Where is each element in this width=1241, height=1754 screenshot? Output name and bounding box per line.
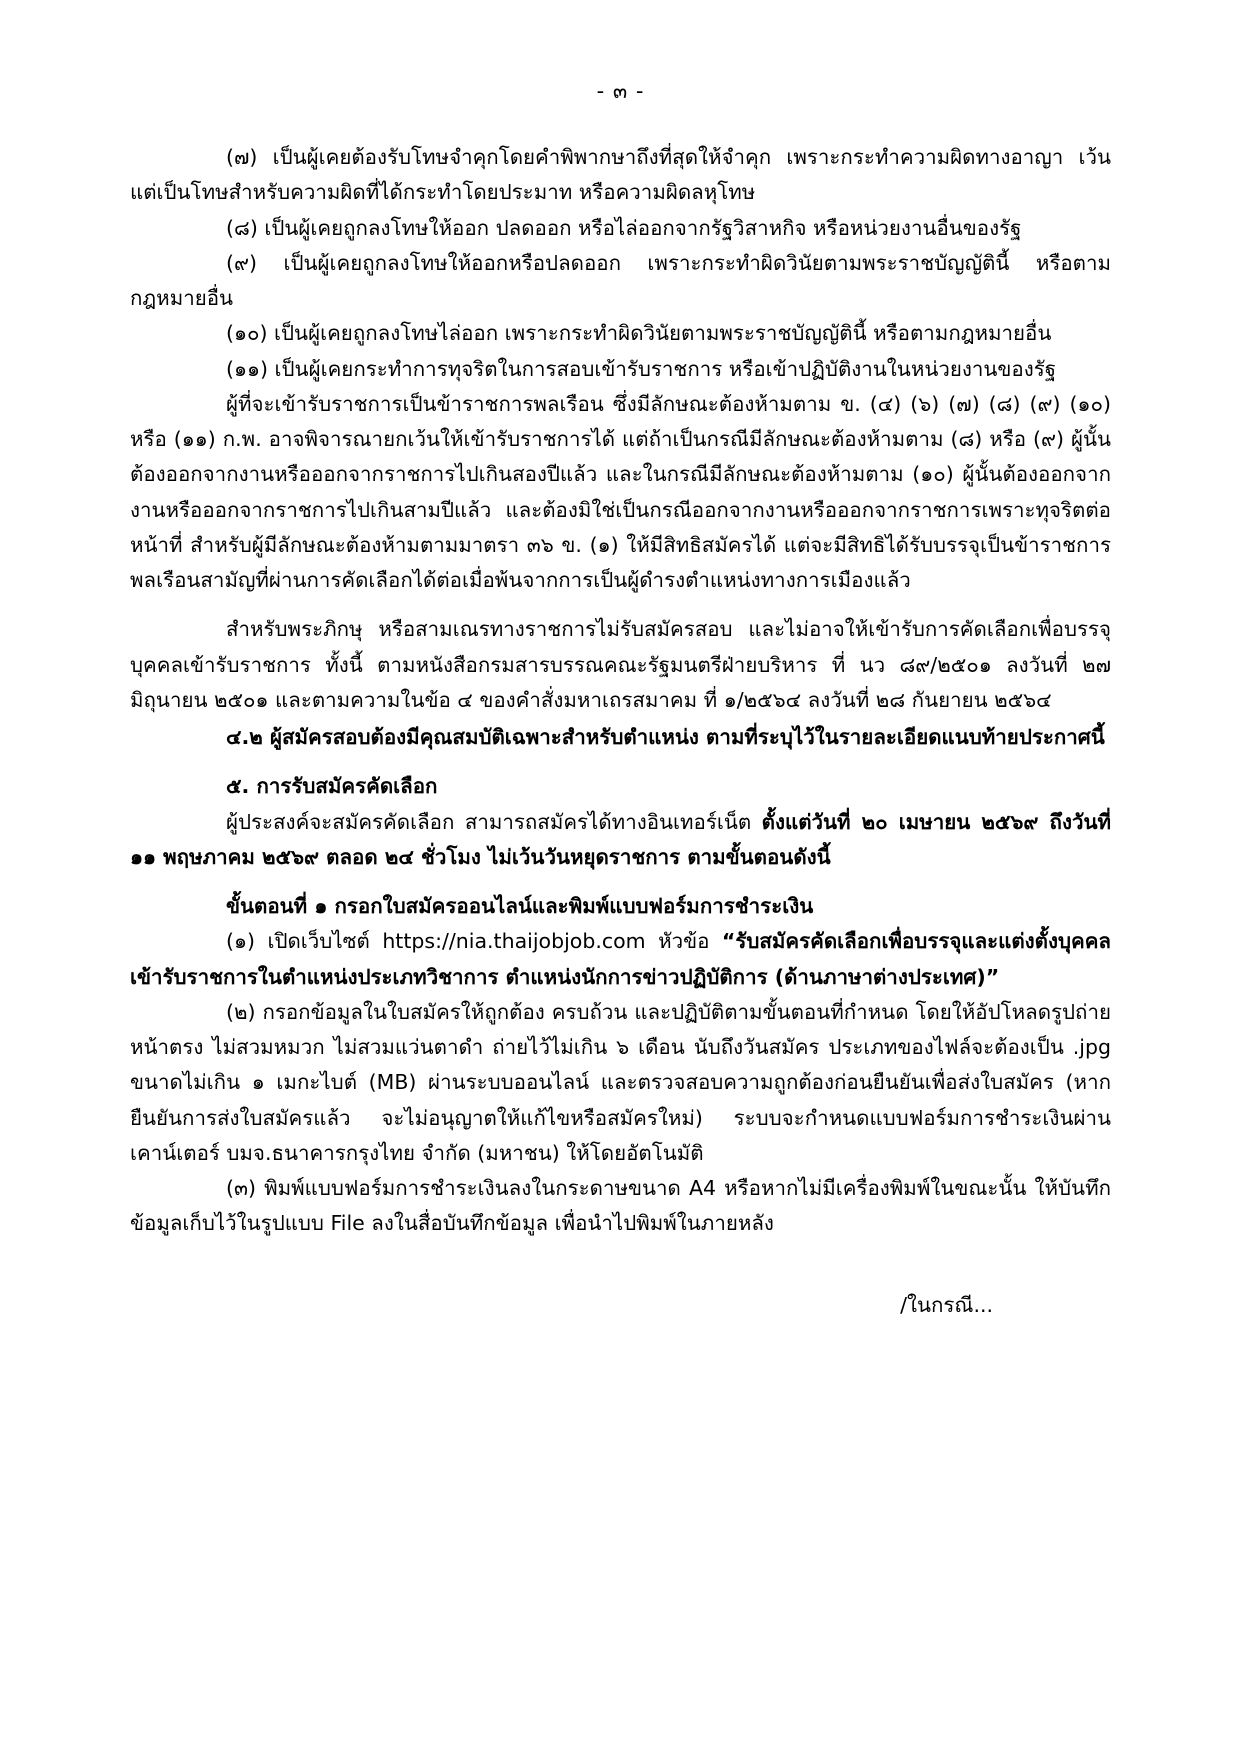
- clause-item-10: (๑๐) เป็นผู้เคยถูกลงโทษไล่ออก เพราะกระทำผิดวินัยตามพระราชบัญญัตินี้ หรือตามกฎหมายอื่น: [226, 321, 1052, 346]
- clause-item-7: (๗) เป็นผู้เคยต้องรับโทษจำคุกโดยคำพิพากษาถึงที่สุดให้จำคุก เพราะกระทำความผิดทางอาญา เว้นแต่เป็นโทษสำหรับความผิดที่ได้กระทำโดยประมาท หรือความผิดลหุโทษ: [130, 145, 1111, 205]
- clause-item-8: (๘) เป็นผู้เคยถูกลงโทษให้ออก ปลดออก หรือไล่ออกจากรัฐวิสาหกิจ หรือหน่วยงานอื่นของรัฐ: [226, 215, 1022, 240]
- step-1-item-1: [130, 924, 1111, 995]
- clause-item-9: (๙) เป็นผู้เคยถูกลงโทษให้ออกหรือปลดออก เพราะกระทำผิดวินัยตามพระราชบัญญัตินี้ หรือตามกฎหมายอื่น: [130, 250, 1111, 310]
- step-1-heading: ขั้นตอนที่ ๑ กรอกใบสมัครออนไลน์และพิมพ์แบบฟอร์มการชำระเงิน: [226, 894, 814, 918]
- step-1-item-1-prefix: (๑) เปิดเว็บไซต์: [226, 929, 383, 954]
- section-5-intro: [130, 805, 1111, 876]
- section-5-intro-dates: ตั้งแต่วันที่ ๒๐ เมษายน ๒๕๖๙ ถึงวันที่ ๑๑ พฤษภาคม ๒๕๖๙ ตลอด ๒๔ ชั่วโมง: [130, 809, 1111, 869]
- step-1-item-1-mid: หัวข้อ: [645, 929, 722, 954]
- step-1-item-2: (๒) กรอกข้อมูลในใบสมัครให้ถูกต้อง ครบถ้วน และปฏิบัติตามขั้นตอนที่กำหนด โดยให้อัปโหลดรูปถ่ายหน้าตรง ไม่สวมหมวก ไม่สวมแว่นตาดำ ถ่ายไว้ไม่เกิน ๖ เดือน นับถึงวันสมัคร ประเภทของไฟล์จะต้องเป็น .jpg ขนาดไม่เกิน ๑ เมกะไบต์ (MB) ผ่านระบบออนไลน์ และตรวจสอบความถูกต้องก่อนยืนยันเพื่อส่งใบสมัคร (หากยืนยันการส่งใบสมัครแล้ว จะไม่อนุญาตให้แก้ไขหรือสมัครใหม่) ระบบจะกำหนดแบบฟอร์มการชำระเงินผ่านเคาน์เตอร์ บมจ.ธนาคารกรุงไทย จำกัด (มหาชน) ให้โดยอัตโนมัติ: [130, 999, 1111, 1165]
- clause-item-11: (๑๑) เป็นผู้เคยกระทำการทุจริตในการสอบเข้ารับราชการ หรือเข้าปฏิบัติงานในหน่วยงานของรัฐ: [226, 356, 1057, 381]
- section-5-heading: ๕. การรับสมัครคัดเลือก: [226, 774, 438, 799]
- page-continuation-note: /ในกรณี...: [900, 1292, 993, 1317]
- section-4-2: ๔.๒ ผู้สมัครสอบต้องมีคุณสมบัติเฉพาะสำหรับตำแหน่ง ตามที่ระบุไว้ในรายละเอียดแนบท้ายประกาศนี้: [226, 725, 1105, 749]
- section-5-intro-suffix: ไม่เว้นวันหยุดราชการ ตามขั้นตอนดังนี้: [480, 844, 831, 869]
- section-5-intro-prefix: ผู้ประสงค์จะสมัครคัดเลือก สามารถสมัครได้ทางอินเทอร์เน็ต: [226, 809, 762, 834]
- paragraph-exception: ผู้ที่จะเข้ารับราชการเป็นข้าราชการพลเรือน ซึ่งมีลักษณะต้องห้ามตาม ข. (๔) (๖) (๗) (๘) (๙) (๑๐) หรือ (๑๑) ก.พ. อาจพิจารณายกเว้นให้เข้ารับราชการได้ แต่ถ้าเป็นกรณีมีลักษณะต้องห้ามตาม (๘) หรือ (๙) ผู้นั้นต้องออกจากงานหรือออกจากราชการไปเกินสองปีแล้ว และในกรณีมีลักษณะต้องห้ามตาม (๑๐) ผู้นั้นต้องออกจากงานหรือออกจากราชการไปเกินสามปีแล้ว และต้องมิใช่เป็นกรณีออกจากงานหรือออกจากราชการเพราะทุจริตต่อหน้าที่ สำหรับผู้มีลักษณะต้องห้ามตามมาตรา ๓๖ ข. (๑) ให้มีสิทธิสมัครได้ แต่จะมีสิทธิได้รับบรรจุเป็นข้าราชการพลเรือนสามัญที่ผ่านการคัดเลือกได้ต่อเมื่อพ้นจากการเป็นผู้ดำรงตำแหน่งทางการเมืองแล้ว: [130, 391, 1111, 592]
- announcement-title-quoted: “รับสมัครคัดเลือกเพื่อบรรจุและแต่งตั้งบุคคลเข้ารับราชการในตำแหน่งประเภทวิชาการ ตำแหน่งนักการข่าวปฏิบัติการ (ด้านภาษาต่างประเทศ)”: [130, 929, 1111, 989]
- paragraph-monk-restriction: สำหรับพระภิกษุ หรือสามเณรทางราชการไม่รับสมัครสอบ และไม่อาจให้เข้ารับการคัดเลือกเพื่อบรรจุบุคคลเข้ารับราชการ ทั้งนี้ ตามหนังสือกรมสารบรรณคณะรัฐมนตรีฝ่ายบริหาร ที่ นว ๘๙/๒๕๐๑ ลงวันที่ ๒๗ มิถุนายน ๒๕๐๑ และตามความในข้อ ๔ ของคำสั่งมหาเถรสมาคม ที่ ๑/๒๕๖๔ ลงวันที่ ๒๘ กันยายน ๒๕๖๔: [130, 617, 1111, 712]
- document-body: [0, 106, 1241, 1323]
- step-1-item-3: (๓) พิมพ์แบบฟอร์มการชำระเงินลงในกระดาษขนาด A4 หรือหากไม่มีเครื่องพิมพ์ในขณะนั้น ให้บันทึกข้อมูลเก็บไว้ในรูปแบบ File ลงในสื่อบันทึกข้อมูล เพื่อนำไปพิมพ์ในภายหลัง: [130, 1176, 1111, 1236]
- page-number: - ๓ -: [596, 79, 645, 103]
- application-website-url[interactable]: https://nia.thaijobjob.com: [382, 929, 646, 954]
